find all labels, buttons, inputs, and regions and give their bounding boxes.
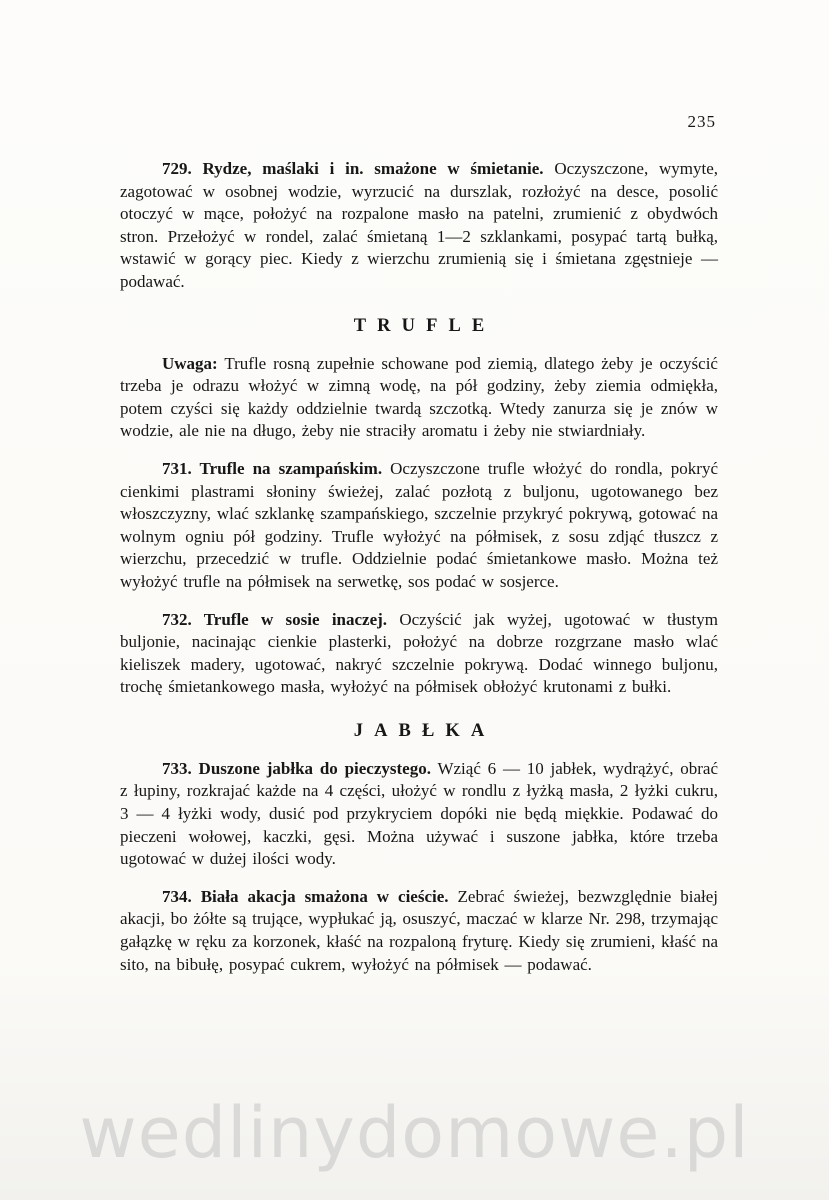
recipe-733-text: Wziąć 6 — 10 jabłek, wydrążyć, obrać z łupiny, rozkrajać każde na 4 części, ułożyć w rondlu z łyżką masła, 2 łyżki cukru, 3 — 4 łyżki wody, dusić pod przykryciem dopóki nie będą miękkie. Podawać do pieczeni wołowej, kaczki, gęsi. Można używać i suszone jabłka, które trzeba ugotować w dużej ilości wody. <box>120 758 718 869</box>
recipe-732-text: Oczyścić jak wyżej, ugotować w tłustym buljonie, nacinając cienkie plasterki, położyć na dobrze rozgrzane masło wlać kieliszek madery, ugotować, nakryć szczelnie pokrywą. Dodać winnego buljonu, trochę śmietankowego masła, wyłożyć na półmisek obłożyć krutonami z bułki. <box>120 609 719 697</box>
recipe-732-title: 732. Trufle w sosie inaczej. <box>162 609 388 629</box>
recipe-733 <box>120 758 718 871</box>
note-uwaga-text: Trufle rosną zupełnie schowane pod ziemią, dlatego żeby je oczyścić trzeba je odrazu włożyć w zimną wodę, na pół godziny, żeby ziemia odmiękła, potem czyści się każdy oddzielnie twardą szczotką. Wtedy zanurza się je znów w wodzie, ale nie na długo, żeby nie straciły aromatu i żeby nie stwiardniały. <box>120 353 718 441</box>
recipe-731-text: Oczyszczone trufle włożyć do rondla, pokryć cienkimi plastrami słoniny świeżej, zalać pozłotą z buljonu, ugotowanego bez włoszczyzny, wlać szklankę szampańskiego, szczelnie przykryć pokrywą, gotować na wolnym ogniu pół godziny. Trufle wyłożyć na półmisek, z sosu zdjąć tłuszcz z wierzchu, przecedzić w trufle. Oddzielnie podać śmietankowe masło. Można też wyłożyć trufle na półmisek na serwetkę, sos podać w sosjerce. <box>120 458 718 591</box>
recipe-731-title: 731. Trufle na szampańskim. <box>162 458 383 478</box>
note-uwaga <box>120 353 718 443</box>
recipe-729-title: 729. Rydze, maślaki i in. smażone w śmietanie. <box>162 159 544 178</box>
page-number: 235 <box>687 112 716 131</box>
watermark: wedlinydomowe.pl <box>79 1092 750 1174</box>
recipe-729 <box>120 158 718 294</box>
recipe-732 <box>120 609 718 699</box>
note-uwaga-label: Uwaga: <box>162 353 218 373</box>
recipe-731 <box>120 458 718 594</box>
recipe-733-title: 733. Duszone jabłka do pieczystego. <box>162 758 431 778</box>
section-heading-trufle: TRUFLE <box>353 315 496 336</box>
recipe-729-text: Oczyszczone, wymyte, zagotować w osobnej wodzie, wyrzucić na durszlak, rozłożyć na desce, posolić otoczyć w mące, położyć na rozpalone masło na patelni, zrumienić z obydwóch stron. Przełożyć w rondel, zalać śmietaną 1—2 szklankami, posypać tartą bułką, wstawić w gorący piec. Kiedy z wierzchu zrumienią się i śmietana zgęstnieje — podawać. <box>120 159 718 291</box>
recipe-734-title: 734. Biała akacja smażona w cieście. <box>162 886 449 906</box>
recipe-734-text: Zebrać świeżej, bezwzględnie białej akacji, bo żółte są trujące, wypłukać ją, osuszyć, maczać w klarze Nr. 298, trzymając gałązkę w ręku za korzonek, kłaść na rozpaloną fryturę. Kiedy się zrumieni, kłaść na sito, na bibułę, posypać cukrem, wyłożyć na półmisek — podawać. <box>120 886 719 974</box>
text-block <box>120 112 718 991</box>
section-heading-jablka: JABŁKA <box>353 720 496 741</box>
recipe-734 <box>120 886 718 976</box>
